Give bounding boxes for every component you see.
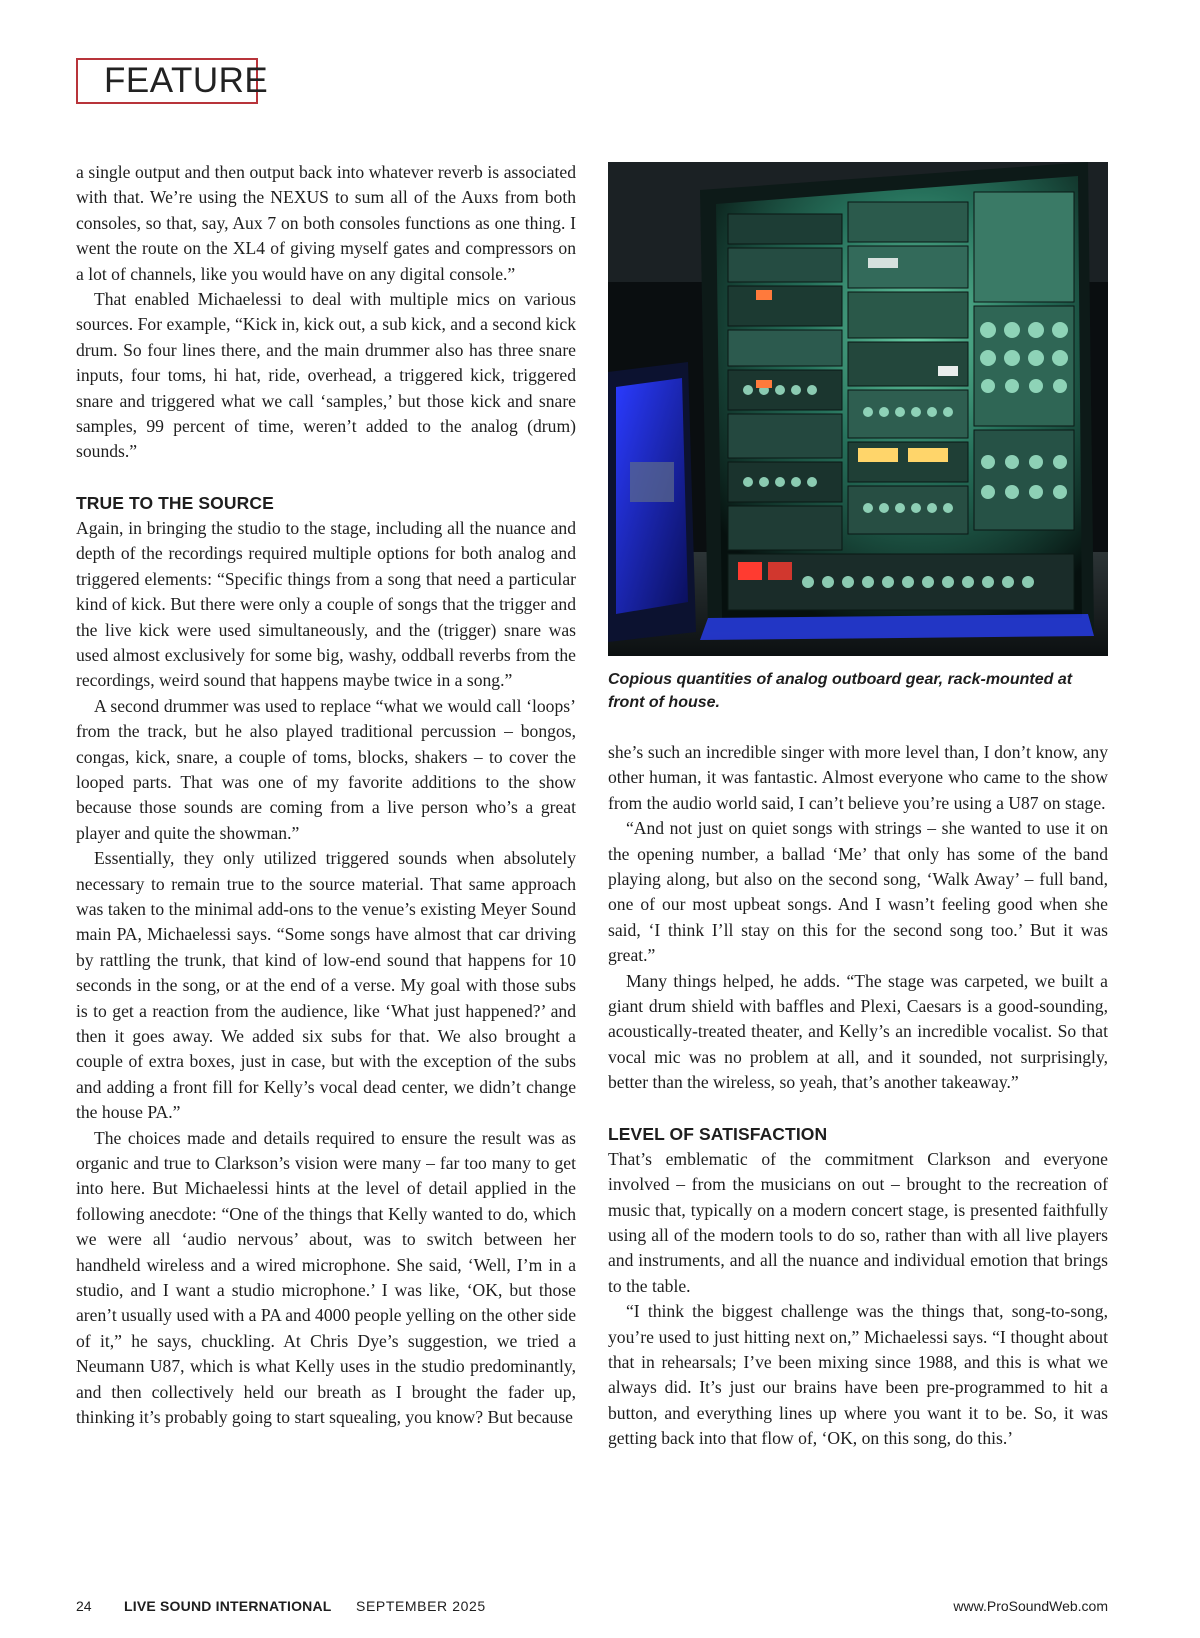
section-label-text: FEATURE xyxy=(104,61,269,100)
website-link[interactable]: www.ProSoundWeb.com xyxy=(953,1598,1108,1614)
rack-photo-illustration xyxy=(608,162,1108,656)
magazine-name: LIVE SOUND INTERNATIONAL xyxy=(124,1598,332,1614)
rack-photo xyxy=(608,162,1108,656)
paragraph: Again, in bringing the studio to the stage, including all the nuance and depth of the recordings required multiple options for both analog and triggered elements: “Specific things from a song that need a particular kind of kick. But there were only a couple of songs that the trigger and the live kick were used simultaneously, and the (trigger) snare was used almost exclusively for some big, washy, oddball reverbs from the recordings, weird sound that happens maybe twice in a song.” xyxy=(76,517,576,691)
issue-date: SEPTEMBER 2025 xyxy=(356,1598,486,1614)
left-column xyxy=(76,160,576,1431)
subhead-level-of-satisfaction: LEVEL OF SATISFACTION xyxy=(608,1123,828,1144)
section-label xyxy=(76,58,269,104)
right-column xyxy=(608,740,1108,1452)
paragraph: Essentially, they only utilized triggered sounds when absolutely necessary to remain true to the source material. That same approach was taken to the minimal add-ons to the venue’s existing Meyer Sound main PA, Michaelessi says. “Some songs have almost that car driving by rattling the trunk, that kind of low-end sound that happens for 10 seconds in the song, or at the end of a verse. My goal with those subs is to get a reaction from the audience, like ‘What just happened?’ and then it goes away. We added six subs for that. We also brought a couple of extra boxes, just in case, but with the exception of the subs and adding a front fill for Kelly’s vocal dead center, we didn’t change the house PA.” xyxy=(76,848,576,1123)
paragraph: “And not just on quiet songs with strings – she wanted to use it on the opening number, a ballad ‘Me’ that only has some of the band playing along, but also on the second song, ‘Walk Away’ – full band, one of our most upbeat songs. And I wasn’t feeling good when she said, ‘I think I’ll stay on this for the second song too.’ But it was great.” xyxy=(608,818,1108,966)
subhead-true-to-the-source: TRUE TO THE SOURCE xyxy=(76,492,274,513)
page-number: 24 xyxy=(76,1598,92,1614)
paragraph: a single output and then output back into whatever reverb is associated with that. We’re using the NEXUS to sum all of the Auxs from both consoles, so that, say, Aux 7 on both consoles functions as one thing. I went the route on the XL4 of giving myself gates and compressors on a lot of channels, like you would have on any digital console.” xyxy=(76,162,576,284)
page-footer xyxy=(76,1598,1108,1622)
paragraph: she’s such an incredible singer with more level than, I don’t know, any other human, it was fantastic. Almost everyone who came to the show from the audio world said, I can’t believe you’re using a U87 on stage. xyxy=(608,742,1108,813)
photo-caption: Copious quantities of analog outboard gear, rack-mounted at front of house. xyxy=(608,671,1073,711)
paragraph: That’s emblematic of the commitment Clarkson and everyone involved – from the musicians on out – brought to the recreation of music that, typically on a modern concert stage, is presented faithfully using all of the modern tools to do so, rather than with all live players and instruments, and all the nuance and individual emotion that brings to the table. xyxy=(608,1148,1108,1296)
paragraph: That enabled Michaelessi to deal with multiple mics on various sources. For example, “Kick in, kick out, a sub kick, and a second kick drum. So four lines there, and the main drummer also has three snare inputs, four toms, hi hat, ride, overhead, a triggered kick, triggered snare and triggered what we call ‘samples,’ but those kick and snare samples, 99 percent of time, weren’t added to the analog (drum) sounds.” xyxy=(76,289,576,462)
paragraph: A second drummer was used to replace “what we would call ‘loops’ from the track, but he also played traditional percussion – bongos, congas, kick, snare, a couple of toms, blocks, shakers – to cover the looped parts. That was one of my favorite additions to the show because those sounds are coming from a live person who’s a great player and quite the showman.” xyxy=(76,695,576,843)
paragraph: The choices made and details required to ensure the result was as organic and true to Clarkson’s vision were many – far too many to get into here. But Michaelessi hints at the level of detail applied in the following anecdote: “One of the things that Kelly wanted to do, which we were all ‘audio nervous’ about, was to switch between her handheld wireless and a wired microphone. She said, ‘Well, I’m in a studio, and I want a studio microphone.’ I was like, ‘OK, but those aren’t usually used with a PA and 4000 people yelling on the other side of it,” he says, chuckling. At Chris Dye’s suggestion, we tried a Neumann U87, which is what Kelly uses in the studio predominantly, and then collectively held our breath as I brought the fader up, thinking it’s probably going to start squealing, you know? But because xyxy=(76,1127,576,1428)
paragraph: “I think the biggest challenge was the things that, song-to-song, you’re used to just hitting next on,” Michaelessi says. “I thought about that in rehearsals; I’ve been mixing since 1988, and this is what we always did. It’s just our brains have been pre-programmed to hit a button, and everything lines up where you want it to be. So, it was getting back into that flow of, ‘OK, on this song, do this.’ xyxy=(608,1301,1108,1449)
paragraph: Many things helped, he adds. “The stage was carpeted, we built a giant drum shield with baffles and Plexi, Caesars is a good-sounding, acoustically-treated theater, and Kelly’s an incredible vocalist. So that vocal mic was no problem at all, and it sounded, not surprisingly, better than the wireless, so yeah, that’s another takeaway.” xyxy=(608,970,1108,1093)
